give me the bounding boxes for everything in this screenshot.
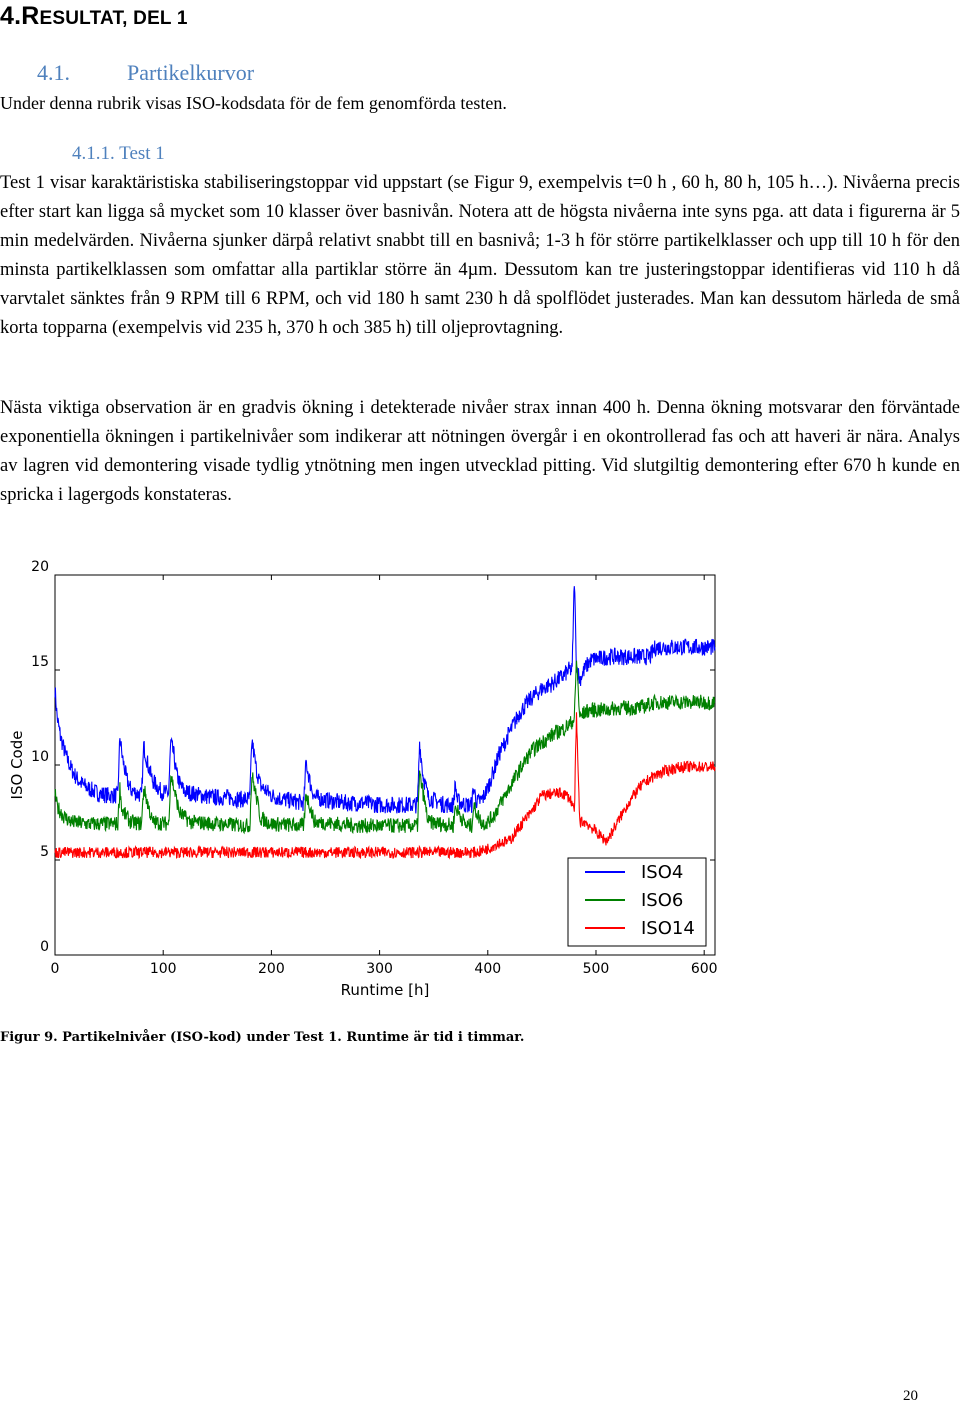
x-axis-label: Runtime [h] (340, 981, 430, 999)
x-tick-label: 200 (258, 961, 285, 977)
chapter-heading (0, 2, 188, 31)
series-line-iso4 (55, 586, 715, 813)
x-tick-label: 500 (582, 961, 610, 977)
section-number: 4.1. (37, 60, 70, 85)
legend-label-iso6: ISO6 (641, 890, 684, 911)
legend-label-iso14: ISO14 (641, 918, 695, 939)
chapter-number: 4. (0, 2, 22, 30)
subsection-heading (72, 143, 165, 165)
paragraph-1: Test 1 visar karaktäristiska stabiliseringstoppar vid uppstart (se Figur 9, exempelvis t=0 h , 60 h, 80 h, 105 h…). Nivåerna precis efter start kan ligga så mycket som 10 klasser över basnivån. Notera att de högsta nivåerna inte syns pga. att data i figurerna är 5 min medelvärden. Nivåerna sjunker därpå relativt snabbt till en basnivå; 1-3 h för större partikelklasser och upp till 10 h för den minsta partikelklassen som omfattar alla partiklar större än 4µm. Dessutom kan tre justeringstoppar identifieras vid 110 h då varvtalet sänktes från 9 RPM till 6 RPM, och vid 180 h samt 230 h då spolflödet justerades. Man kan dessutom härleda de små korta topparna (exempelvis vid 235 h, 370 h och 385 h) till oljeprovtagning. (0, 173, 960, 338)
chapter-title-initial: R (21, 2, 40, 30)
y-tick-label: 15 (31, 654, 49, 670)
y-axis-label: ISO Code (8, 730, 26, 800)
series-lines (55, 586, 715, 858)
subsection-title: Test 1 (119, 143, 165, 164)
chapter-title-rest: ESULTAT, DEL 1 (39, 8, 188, 29)
legend (568, 858, 706, 946)
y-tick-label: 5 (40, 844, 49, 860)
intro-text: Under denna rubrik visas ISO-kodsdata för de fem genomförda testen. (0, 93, 507, 113)
y-tick-label: 0 (40, 939, 49, 955)
x-tick-label: 600 (690, 961, 718, 977)
figure-caption: Figur 9. Partikelnivåer (ISO-kod) under Test 1. Runtime är tid i timmar. (0, 1030, 525, 1045)
page-number: 20 (903, 1388, 918, 1404)
iso-code-chart (0, 560, 730, 1005)
paragraph-2: Nästa viktiga observation är en gradvis ökning i detekterade nivåer strax innan 400 h. Denna ökning motsvarar den förväntade exponentiella ökningen i partikelnivåer som indikerar att nötningen övergår i en okontrollerad fas och att haveri är nära. Analys av lagren vid demontering visade tydlig ytnötning men ingen utvecklad pitting. Vid slutgiltig demontering efter 670 h kunde en spricka i lagergods konstateras. (0, 398, 960, 505)
y-tick-label: 20 (31, 560, 49, 575)
x-tick-label: 400 (474, 961, 502, 977)
x-tick-label: 300 (366, 961, 393, 977)
y-tick-label: 10 (31, 749, 49, 765)
legend-label-iso4: ISO4 (641, 862, 684, 883)
x-tick-label: 100 (149, 961, 177, 977)
section-heading (37, 60, 254, 86)
subsection-number: 4.1.1. (72, 143, 115, 164)
x-tick-label: 0 (50, 961, 60, 977)
section-title: Partikelkurvor (127, 60, 255, 85)
